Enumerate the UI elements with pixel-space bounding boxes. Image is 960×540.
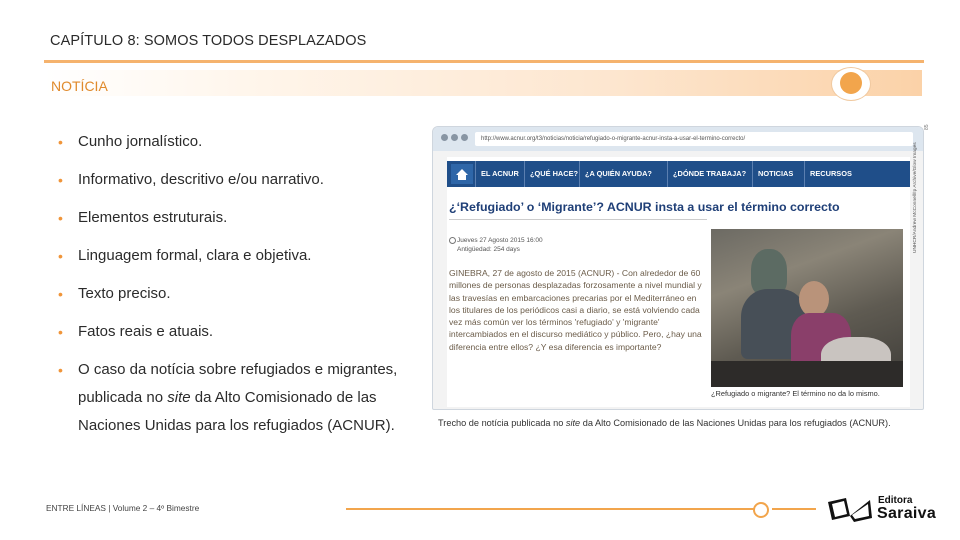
clock-icon <box>449 237 456 244</box>
footer-rule <box>772 508 816 510</box>
list-item <box>58 166 398 194</box>
list-item-text: Cunho jornalístico. <box>78 133 203 150</box>
browser-chrome <box>433 127 923 151</box>
photo-credit: UNHCR/Andrew McConnell/Ip Archive/Glow Images <box>913 142 918 253</box>
list-item-text <box>78 361 397 434</box>
footer-rule <box>346 508 755 510</box>
article-age: Antigüedad: 254 days <box>457 246 520 253</box>
list-item-text: Linguagem formal, clara e objetiva. <box>78 247 312 264</box>
bullet-icon: • <box>58 134 63 150</box>
section-band <box>44 70 922 96</box>
bullet-icon: • <box>58 248 63 264</box>
section-label: NOTÍCIA <box>51 78 108 94</box>
bullet-icon: • <box>58 362 63 378</box>
photo-shape <box>711 361 903 387</box>
refugee-photo <box>711 229 903 387</box>
nav-item: ¿A QUIÉN AYUDA? <box>579 161 657 187</box>
list-item <box>58 242 398 270</box>
bullet-icon: • <box>58 210 63 226</box>
window-dot-icon <box>451 134 458 141</box>
news-screenshot <box>432 126 924 410</box>
list-item <box>58 204 398 232</box>
feature-list <box>58 128 398 450</box>
chapter-title: CAPÍTULO 8: SOMOS TODOS DESPLAZADOS <box>50 33 367 49</box>
list-item <box>58 280 398 308</box>
list-item-text-part: da Alto Comisionado de las Naciones Unidas para los refugiados (ACNUR). <box>78 389 395 434</box>
bullet-icon: • <box>58 324 63 340</box>
nav-item: EL ACNUR <box>475 161 524 187</box>
figure-caption-italic: site <box>565 418 581 428</box>
side-number: 85 <box>924 124 930 130</box>
figure-caption-part: Trecho de notícia publicada no <box>438 418 566 428</box>
nav-item: ¿DÓNDE TRABAJA? <box>667 161 751 187</box>
headline-divider <box>449 219 707 220</box>
article-date <box>457 236 543 254</box>
home-icon <box>451 164 473 184</box>
article-date-text: Jueves 27 Agosto 2015 16:00 <box>457 237 543 244</box>
book-logo-icon <box>826 496 874 524</box>
site-nav <box>447 161 910 187</box>
list-item-text: Elementos estruturais. <box>78 209 228 226</box>
article-headline: ¿‘Refugiado’ o ‘Migrante’? ACNUR insta a usar el término correcto <box>449 200 840 214</box>
url-bar: http://www.acnur.org/t3/noticias/noticia/refugiado-o-migrante-acnur-insta-a-usar-el-termino-correcto/ <box>475 132 913 146</box>
chapter-divider <box>44 60 924 63</box>
photo-shape <box>799 281 829 317</box>
section-dot-icon <box>840 72 862 94</box>
logo-text-top: Editora <box>878 495 913 506</box>
window-dot-icon <box>441 134 448 141</box>
bullet-icon: • <box>58 286 63 302</box>
list-item <box>58 128 398 156</box>
nav-item: ¿QUÉ HACE? <box>524 161 583 187</box>
list-item-text: Texto preciso. <box>78 285 171 302</box>
nav-item: RECURSOS <box>804 161 857 187</box>
list-item <box>58 318 398 346</box>
list-item-text: Fatos reais e atuais. <box>78 323 214 340</box>
list-item <box>58 356 398 440</box>
window-dot-icon <box>461 134 468 141</box>
list-item-italic: site <box>167 389 191 406</box>
nav-item: NOTICIAS <box>752 161 798 187</box>
figure-caption-part: da Alto Comisionado de las Naciones Unidas para los refugiados (ACNUR). <box>580 418 891 428</box>
footer-text: ENTRE LÍNEAS | Volume 2 – 4º Bimestre <box>46 503 200 513</box>
bullet-icon: • <box>58 172 63 188</box>
logo-text-bottom: Saraiva <box>877 505 937 522</box>
photo-caption: ¿Refugiado o migrante? El término no da lo mismo. <box>711 389 880 398</box>
site-content <box>447 142 918 407</box>
list-item-text: Informativo, descritivo e/ou narrativo. <box>78 171 324 188</box>
list-item-text-part: O caso da notícia sobre refugiados e migrantes, publicada no <box>78 361 398 406</box>
article-body: GINEBRA, 27 de agosto de 2015 (ACNUR) - Con alrededor de 60 millones de personas desplazadas forzosamente a nivel mundial y las travesías en embarcaciones precarias por el Mediterráneo en los titulares de los periódicos casi a diario, se está volviendo cada vez más común ver los términos 'refugiado' y 'migrante' intercambiados en el discurso mediático y público. Pero, ¿hay una diferencia entre ellos? ¿Y esa diferencia es importante? <box>449 268 702 352</box>
footer-ring-icon <box>753 502 769 518</box>
figure-caption <box>438 417 908 429</box>
